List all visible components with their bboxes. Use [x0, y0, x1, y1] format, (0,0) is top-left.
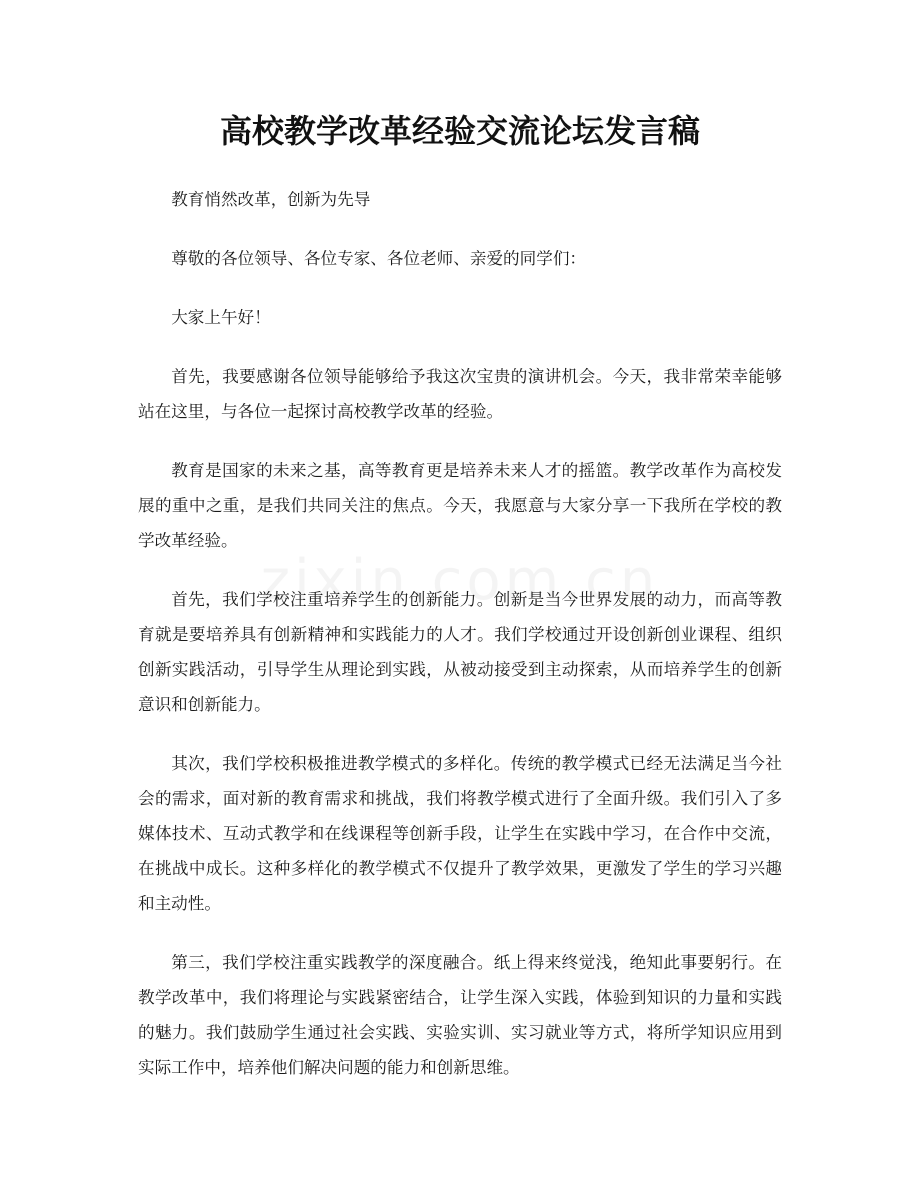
document-body	[138, 182, 782, 1109]
greeting-paragraph: 大家上午好！	[171, 308, 271, 327]
body-paragraph: 教育是国家的未来之基，高等教育更是培养未来人才的摇篮。教学改革作为高校发展的重中之重，是我们共同关注的焦点。今天，我愿意与大家分享一下我所在学校的教学改革经验。	[138, 461, 782, 550]
body-paragraph: 首先，我们学校注重培养学生的创新能力。创新是当今世界发展的动力，而高等教育就是要培养具有创新精神和实践能力的人才。我们学校通过开设创新创业课程、组织创新实践活动，引导学生从理论到实践，从被动接受到主动探索，从而培养学生的创新意识和创新能力。	[138, 590, 782, 714]
salutation-paragraph: 尊敬的各位领导、各位专家、各位老师、亲爱的同学们：	[171, 249, 587, 268]
document-title: 高校教学改革经验交流论坛发言稿	[219, 112, 700, 150]
subtitle-paragraph: 教育悄然改革，创新为先导	[171, 190, 371, 209]
body-paragraph: 其次，我们学校积极推进教学模式的多样化。传统的教学模式已经无法满足当今社会的需求，面对新的教育需求和挑战，我们将教学模式进行了全面升级。我们引入了多媒体技术、互动式教学和在线课程等创新手段，让学生在实践中学习，在合作中交流，在挑战中成长。这种多样化的教学模式不仅提升了教学效果，更激发了学生的学习兴趣和主动性。	[138, 754, 782, 913]
body-paragraph: 第三，我们学校注重实践教学的深度融合。纸上得来终觉浅，绝知此事要躬行。在教学改革中，我们将理论与实践紧密结合，让学生深入实践，体验到知识的力量和实践的魅力。我们鼓励学生通过社会实践、实验实训、实习就业等方式，将所学知识应用到实际工作中，培养他们解决问题的能力和创新思维。	[138, 953, 782, 1077]
body-paragraph: 首先，我要感谢各位领导能够给予我这次宝贵的演讲机会。今天，我非常荣幸能够站在这里，与各位一起探讨高校教学改革的经验。	[138, 367, 782, 421]
